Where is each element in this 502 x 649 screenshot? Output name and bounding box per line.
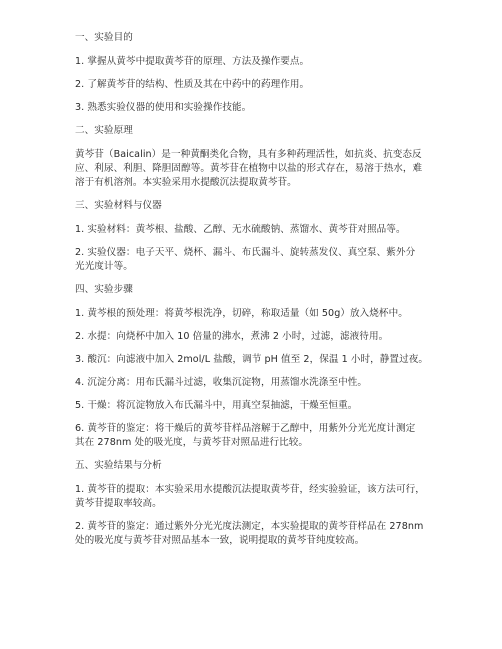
section-heading-materials: 三、实验材料与仪器 xyxy=(75,200,162,211)
results-item-2 xyxy=(75,520,435,548)
steps-item-3: 3. 酸沉：向滤液中加入 2mol/L 盐酸，调节 pH 值至 2，保温 1 小时，静置过夜。 xyxy=(75,354,429,365)
steps-item-6-line-2: 其在 278nm 处的吸光度，与黄芩苷对照品进行比较。 xyxy=(75,437,309,448)
materials-item-2-line-2: 光光度计等。 xyxy=(75,261,133,272)
steps-item-5: 5. 干燥：将沉淀物放入布氏漏斗中，用真空泵抽滤，干燥至恒重。 xyxy=(75,400,358,411)
results-item-2-line-1: 2. 黄芩苷的鉴定：通过紫外分光光度法测定，本实验提取的黄芩苷样品在 278nm xyxy=(75,521,424,532)
section-heading-steps: 四、实验步骤 xyxy=(75,284,133,295)
purpose-item-2: 2. 了解黄芩苷的结构、性质及其在中药中的药理作用。 xyxy=(75,79,310,90)
results-item-1 xyxy=(75,483,435,511)
materials-item-2-line-1: 2. 实验仪器：电子天平、烧杯、漏斗、布氏漏斗、旋转蒸发仪、真空泵、紫外分 xyxy=(75,247,416,258)
section-heading-principle: 二、实验原理 xyxy=(75,125,133,136)
principle-line-1: 黄芩苷（Baicalin）是一种黄酮类化合物，具有多种药理活性，如抗炎、抗变态反 xyxy=(75,149,422,160)
purpose-item-3: 3. 熟悉实验仪器的使用和实验操作技能。 xyxy=(75,102,252,113)
section-heading-purpose: 一、实验目的 xyxy=(75,32,133,43)
results-item-2-line-2: 处的吸光度与黄芩苷对照品基本一致，说明提取的黄芩苷纯度较高。 xyxy=(75,535,365,546)
principle-paragraph xyxy=(75,148,435,190)
purpose-item-1: 1. 掌握从黄芩中提取黄芩苷的原理、方法及操作要点。 xyxy=(75,56,310,67)
results-item-1-line-2: 黄芩苷提取率较高。 xyxy=(75,498,162,509)
document-page xyxy=(75,31,435,557)
steps-item-6 xyxy=(75,422,435,450)
steps-item-6-line-1: 6. 黄芩苷的鉴定：将干燥后的黄芩苷样品溶解于乙醇中，用紫外分光光度计测定 xyxy=(75,423,416,434)
steps-item-1: 1. 黄芩根的预处理：将黄芩根洗净，切碎，称取适量（如 50g）放入烧杯中。 xyxy=(75,308,408,319)
results-item-1-line-1: 1. 黄芩苷的提取：本实验采用水提酸沉法提取黄芩苷，经实验验证，该方法可行， xyxy=(75,484,425,495)
section-heading-results: 五、实验结果与分析 xyxy=(75,460,162,471)
principle-line-3: 溶于有机溶剂。本实验采用水提酸沉法提取黄芩苷。 xyxy=(75,177,297,188)
materials-item-2 xyxy=(75,246,435,274)
steps-item-4: 4. 沉淀分离：用布氏漏斗过滤，收集沉淀物，用蒸馏水洗涤至中性。 xyxy=(75,377,368,388)
principle-line-2: 应、利尿、利胆、降胆固醇等。黄芩苷在植物中以盐的形式存在，易溶于热水，难 xyxy=(75,163,423,174)
materials-item-1: 1. 实验材料：黄芩根、盐酸、乙醇、无水硫酸钠、蒸馏水、黄芩苷对照品等。 xyxy=(75,224,406,235)
steps-item-2: 2. 水提：向烧杯中加入 10 倍量的沸水，煮沸 2 小时，过滤，滤液待用。 xyxy=(75,331,389,342)
